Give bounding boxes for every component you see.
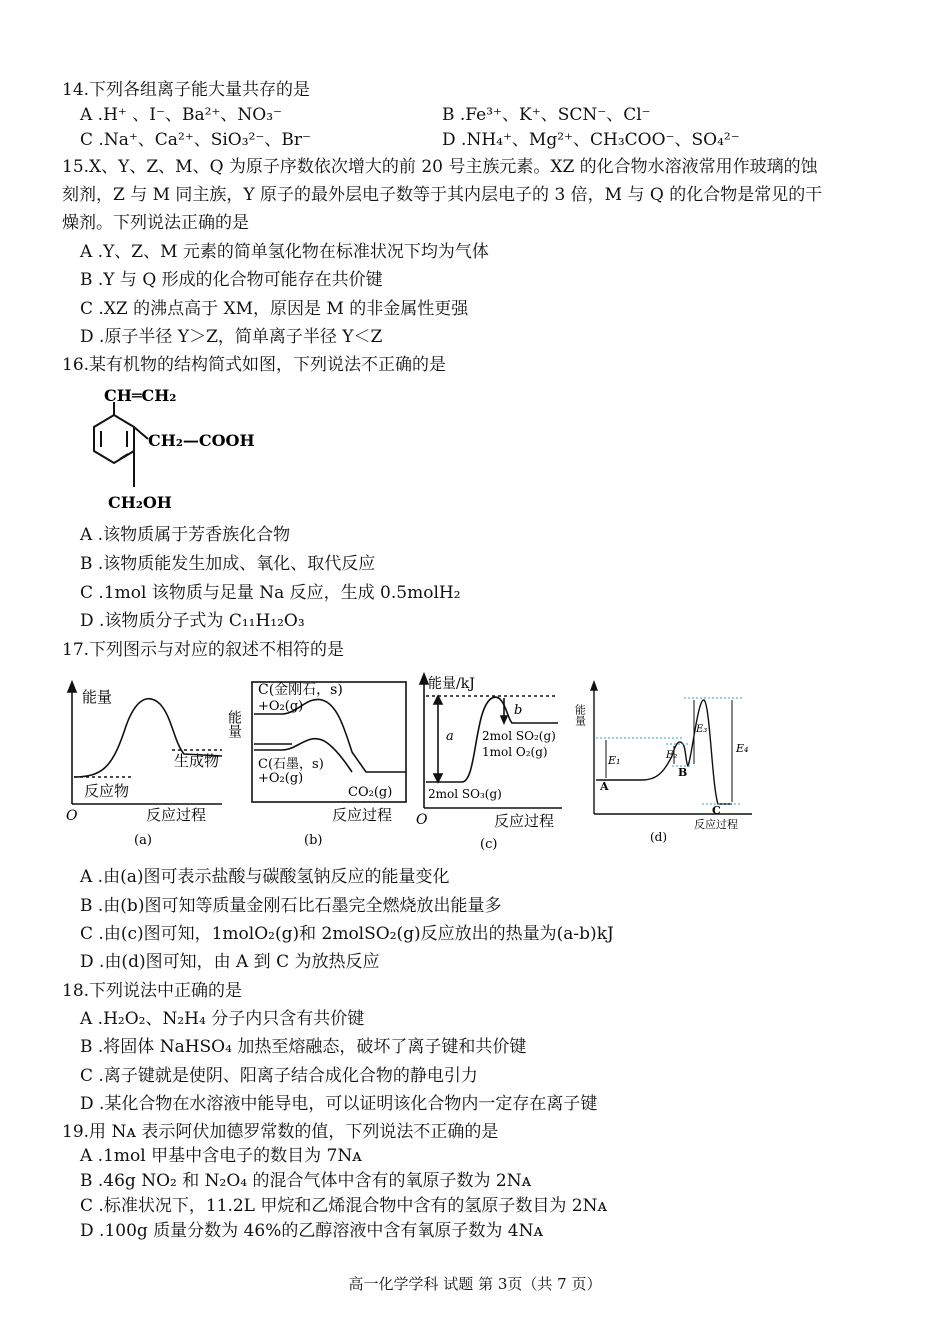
- q14-option-a: A .H⁺ 、I⁻、Ba²⁺、NO₃⁻: [80, 105, 282, 125]
- fig-c-mid1: 2mol SO₂(g): [482, 729, 556, 743]
- fig-b-top1: C(金刚石，s): [258, 682, 343, 698]
- q15-option-a: A .Y、Z、M 元素的简单氢化物在标准状况下均为气体: [80, 242, 489, 262]
- q16-option-c: C .1mol 该物质与足量 Na 反应，生成 0.5molH₂: [80, 583, 461, 603]
- fig-b-mid1: C(石墨，s): [258, 757, 324, 772]
- q19-stem: 19.用 Nᴀ 表示阿伏加德罗常数的值，下列说法不正确的是: [62, 1122, 499, 1142]
- q18-option-d: D .某化合物在水溶液中能导电，可以证明该化合物内一定存在离子键: [80, 1094, 598, 1114]
- q15-option-d: D .原子半径 Y＞Z，简单离子半径 Y＜Z: [80, 327, 383, 347]
- fig-d-caption: (d): [650, 830, 668, 844]
- struct-top-label: CH═CH₂: [104, 386, 177, 405]
- q19-option-b: B .46g NO₂ 和 N₂O₄ 的混合气体中含有的氧原子数为 2Nᴀ: [80, 1171, 532, 1191]
- q18-option-b: B .将固体 NaHSO₄ 加热至熔融态，破坏了离子键和共价键: [80, 1037, 527, 1057]
- fig-d-point-b: B: [678, 766, 688, 779]
- q14-option-c: C .Na⁺、Ca²⁺、SiO₃²⁻、Br⁻: [80, 130, 311, 150]
- q14-option-d: D .NH₄⁺、Mg²⁺、CH₃COO⁻、SO₄²⁻: [442, 130, 740, 150]
- fig-c-mid2: 1mol O₂(g): [482, 745, 548, 759]
- q18-stem: 18.下列说法中正确的是: [62, 981, 243, 1001]
- q17-option-d: D .由(d)图可知，由 A 到 C 为放热反应: [80, 952, 380, 972]
- q17-option-a: A .由(a)图可表示盐酸与碳酸氢钠反应的能量变化: [80, 867, 450, 887]
- fig-c-ylabel: 能量/kJ: [428, 676, 475, 692]
- q16-structure-diagram: [80, 382, 280, 522]
- q17-figure-c: [412, 668, 572, 853]
- fig-a-caption: (a): [134, 833, 152, 848]
- q19-option-a: A .1mol 甲基中含电子的数目为 7Nᴀ: [80, 1146, 362, 1166]
- fig-c-xlabel: 反应过程: [494, 812, 555, 830]
- fig-b-ylabel: 能量: [226, 710, 242, 738]
- fig-c-caption: (c): [480, 837, 498, 852]
- fig-b-top2: +O₂(g): [258, 699, 304, 714]
- bond-right: [134, 427, 148, 439]
- q15-option-c: C .XZ 的沸点高于 XM，原因是 M 的非金属性更强: [80, 299, 469, 319]
- q16-option-a: A .该物质属于芳香族化合物: [80, 525, 291, 545]
- fig-b-caption: (b): [304, 833, 323, 848]
- q18-option-c: C .离子键就是使阴、阳离子结合成化合物的静电引力: [80, 1066, 478, 1086]
- struct-right-label: CH₂—COOH: [148, 431, 255, 450]
- q16-stem: 16.某有机物的结构简式如图，下列说法不正确的是: [62, 355, 447, 375]
- struct-bottom-label: CH₂OH: [108, 493, 172, 512]
- fig-c-bottom: 2mol SO₃(g): [428, 787, 502, 801]
- fig-d-ylabel: 能量: [573, 704, 587, 726]
- fig-b-xlabel: 反应过程: [332, 806, 393, 824]
- fig-c-b: b: [514, 703, 523, 718]
- fig-d-E4: E₄: [736, 742, 749, 755]
- fig-a-origin: O: [66, 808, 78, 824]
- q17-option-b: B .由(b)图可知等质量金刚石比石墨完全燃烧放出能量多: [80, 896, 502, 916]
- fig-a-product: 生成物: [174, 752, 220, 770]
- q18-option-a: A .H₂O₂、N₂H₄ 分子内只含有共价键: [80, 1009, 365, 1029]
- fig-a-reactant: 反应物: [84, 782, 130, 800]
- fig-b-mid2: +O₂(g): [258, 771, 304, 786]
- q15-stem-line1: 15.X、Y、Z、M、Q 为原子序数依次增大的前 20 号主族元素。XZ 的化合物水溶液常用作玻璃的蚀: [62, 157, 818, 177]
- page-footer: 高一化学学科 试题 第 3页（共 7 页）: [348, 1275, 602, 1293]
- q14-stem: 14.下列各组离子能大量共存的是: [62, 80, 311, 100]
- q16-option-b: B .该物质能发生加成、氧化、取代反应: [80, 554, 376, 574]
- fig-a-xlabel: 反应过程: [146, 806, 207, 824]
- q15-stem-line2: 刻剂，Z 与 M 同主族，Y 原子的最外层电子数等于其内层电子的 3 倍，M 与 Q 的化合物是常见的干: [62, 185, 823, 205]
- fig-d-point-a: A: [600, 780, 609, 793]
- q17-option-c: C .由(c)图可知，1molO₂(g)和 2molSO₂(g)反应放出的热量为(a-b)kJ: [80, 924, 614, 944]
- q17-figure-a: [62, 672, 232, 852]
- fig-c-a: a: [446, 729, 454, 744]
- fig-b-bottom: CO₂(g): [348, 785, 393, 800]
- fig-c-origin: O: [416, 812, 428, 828]
- fig-d-E1: E₁: [608, 754, 621, 767]
- q15-stem-line3: 燥剂。下列说法正确的是: [62, 213, 249, 233]
- fig-d-E2: E₂: [666, 750, 678, 761]
- fig-d-xlabel: 反应过程: [694, 818, 738, 831]
- q16-option-d: D .该物质分子式为 C₁₁H₁₂O₃: [80, 611, 305, 631]
- q15-option-b: B .Y 与 Q 形成的化合物可能存在共价键: [80, 270, 383, 290]
- q19-option-c: C .标准状况下，11.2L 甲烷和乙烯混合物中含有的氢原子数目为 2Nᴀ: [80, 1196, 608, 1216]
- q17-stem: 17.下列图示与对应的叙述不相符的是: [62, 640, 345, 660]
- fig-d-point-c: C: [712, 804, 721, 817]
- q17-figure-b: [226, 672, 412, 852]
- fig-d-E3: E₃: [696, 724, 708, 735]
- q17-figure-d: [572, 676, 762, 848]
- q14-option-b: B .Fe³⁺、K⁺、SCN⁻、Cl⁻: [442, 105, 651, 125]
- fig-a-ylabel: 能量: [82, 688, 113, 706]
- q19-option-d: D .100g 质量分数为 46%的乙醇溶液中含有氧原子数为 4Nᴀ: [80, 1221, 544, 1241]
